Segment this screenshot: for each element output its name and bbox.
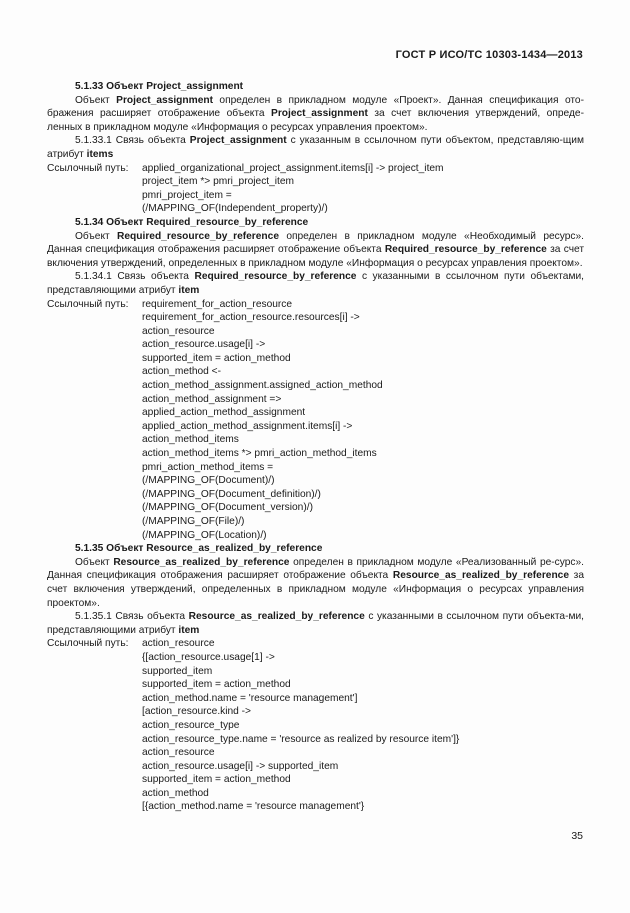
path-line: action_method_items *> pmri_action_method_items xyxy=(142,448,377,460)
path-line: (/MAPPING_OF(Document_definition)/) xyxy=(142,488,321,500)
path-line: action_resource xyxy=(142,638,215,650)
path-line: action_resource xyxy=(142,325,215,337)
path-label: Ссылочный путь: xyxy=(47,638,129,650)
reference-path-5-1-35-1 xyxy=(47,637,584,814)
path-line: pmri_action_method_items = xyxy=(142,461,274,473)
page-number: 35 xyxy=(571,830,583,842)
path-line: (/MAPPING_OF(Document)/) xyxy=(142,475,275,487)
path-label: Ссылочный путь: xyxy=(47,298,129,310)
path-line: applied_action_method_assignment xyxy=(142,407,306,419)
path-line: action_method_items xyxy=(142,434,239,446)
section-heading-5-1-34: 5.1.34 Объект Required_resource_by_reference xyxy=(75,216,309,228)
path-line: requirement_for_action_resource xyxy=(142,298,293,310)
standard-header: ГОСТ Р ИСО/ТС 10303-1434—2013 xyxy=(395,49,583,61)
path-line: supported_item xyxy=(142,665,213,677)
path-line: project_item *> pmri_project_item xyxy=(142,176,295,188)
path-line: action_method.name = 'resource management'] xyxy=(142,692,358,704)
path-line: action_method_assignment => xyxy=(142,393,282,405)
path-line: [action_resource.kind -> xyxy=(142,706,252,718)
section-heading-5-1-33: 5.1.33 Объект Project_assignment xyxy=(75,81,244,92)
path-line: action_resource_type.name = 'resource as realized by resource item']} xyxy=(142,733,460,745)
path-lines xyxy=(142,162,584,216)
subsection-5-1-33-1: 5.1.33.1 Связь объекта Project_assignment с указанным в ссылочном пути объектом, представляю-щим атрибут items xyxy=(47,135,584,160)
path-line: action_resource_type xyxy=(142,719,240,731)
paragraph-5-1-34: Объект Required_resource_by_reference определен в прикладном модуле «Необходимый ресурс». Данная спецификация отображения расширяет отображение объекта Required_resource_by_reference за счет включения утверждений, определенных в прикладном модуле «Информация о ресурсах управления проектом». xyxy=(47,230,584,269)
path-line: requirement_for_action_resource.resources[i] -> xyxy=(142,312,360,324)
path-line: action_resource xyxy=(142,747,215,759)
reference-path-5-1-34-1 xyxy=(47,298,584,543)
path-line: supported_item = action_method xyxy=(142,774,291,786)
path-line: applied_organizational_project_assignment.items[i] -> project_item xyxy=(142,162,444,174)
path-line: (/MAPPING_OF(Document_version)/) xyxy=(142,502,313,514)
path-line: (/MAPPING_OF(Location)/) xyxy=(142,529,267,541)
path-line: {[action_resource.usage[1] -> xyxy=(142,651,275,663)
reference-path-5-1-33-1 xyxy=(47,162,584,216)
path-line: (/MAPPING_OF(File)/) xyxy=(142,516,245,527)
path-line: action_resource.usage[i] -> supported_item xyxy=(142,760,339,772)
path-line: (/MAPPING_OF(Independent_property)/) xyxy=(142,203,328,215)
path-line: action_method xyxy=(142,787,209,799)
path-line: [{action_method.name = 'resource management'} xyxy=(142,801,365,813)
path-line: pmri_project_item = xyxy=(142,189,232,201)
path-lines xyxy=(142,298,584,543)
subsection-5-1-35-1: 5.1.35.1 Связь объекта Resource_as_realized_by_reference с указанными в ссылочном пути объекта-ми, представляющими атрибут item xyxy=(47,611,585,636)
path-line: action_method <- xyxy=(142,366,222,378)
path-lines xyxy=(142,637,584,814)
path-line: action_method_assignment.assigned_action_method xyxy=(142,380,383,392)
path-line: supported_item = action_method xyxy=(142,679,291,691)
path-label: Ссылочный путь: xyxy=(47,162,129,174)
path-line: action_resource.usage[i] -> xyxy=(142,339,266,351)
paragraph-5-1-33: Объект Project_assignment определен в прикладном модуле «Проект». Данная спецификация ото-бражения расширяет отображение объекта Project_assignment за счет включения утверждений, опреде-ленных в прикладном модуле «Информация о ресурсах управления проектом». xyxy=(47,94,584,133)
subsection-5-1-34-1: 5.1.34.1 Связь объекта Required_resource_by_reference с указанными в ссылочном пути объектами, представляющими атрибут item xyxy=(47,271,584,296)
document-body xyxy=(47,80,584,814)
path-line: applied_action_method_assignment.items[i] -> xyxy=(142,420,353,432)
section-heading-5-1-35: 5.1.35 Объект Resource_as_realized_by_reference xyxy=(75,543,323,555)
path-line: supported_item = action_method xyxy=(142,352,291,364)
paragraph-5-1-35: Объект Resource_as_realized_by_reference определен в прикладном модуле «Реализованный ре-сурс». Данная спецификация отображения расширяет отображение объекта Resource_as_realized_by_reference за счет включения утверждений, определенных в прикладном модуле «Информация о ресурсах управления проектом». xyxy=(47,556,584,609)
